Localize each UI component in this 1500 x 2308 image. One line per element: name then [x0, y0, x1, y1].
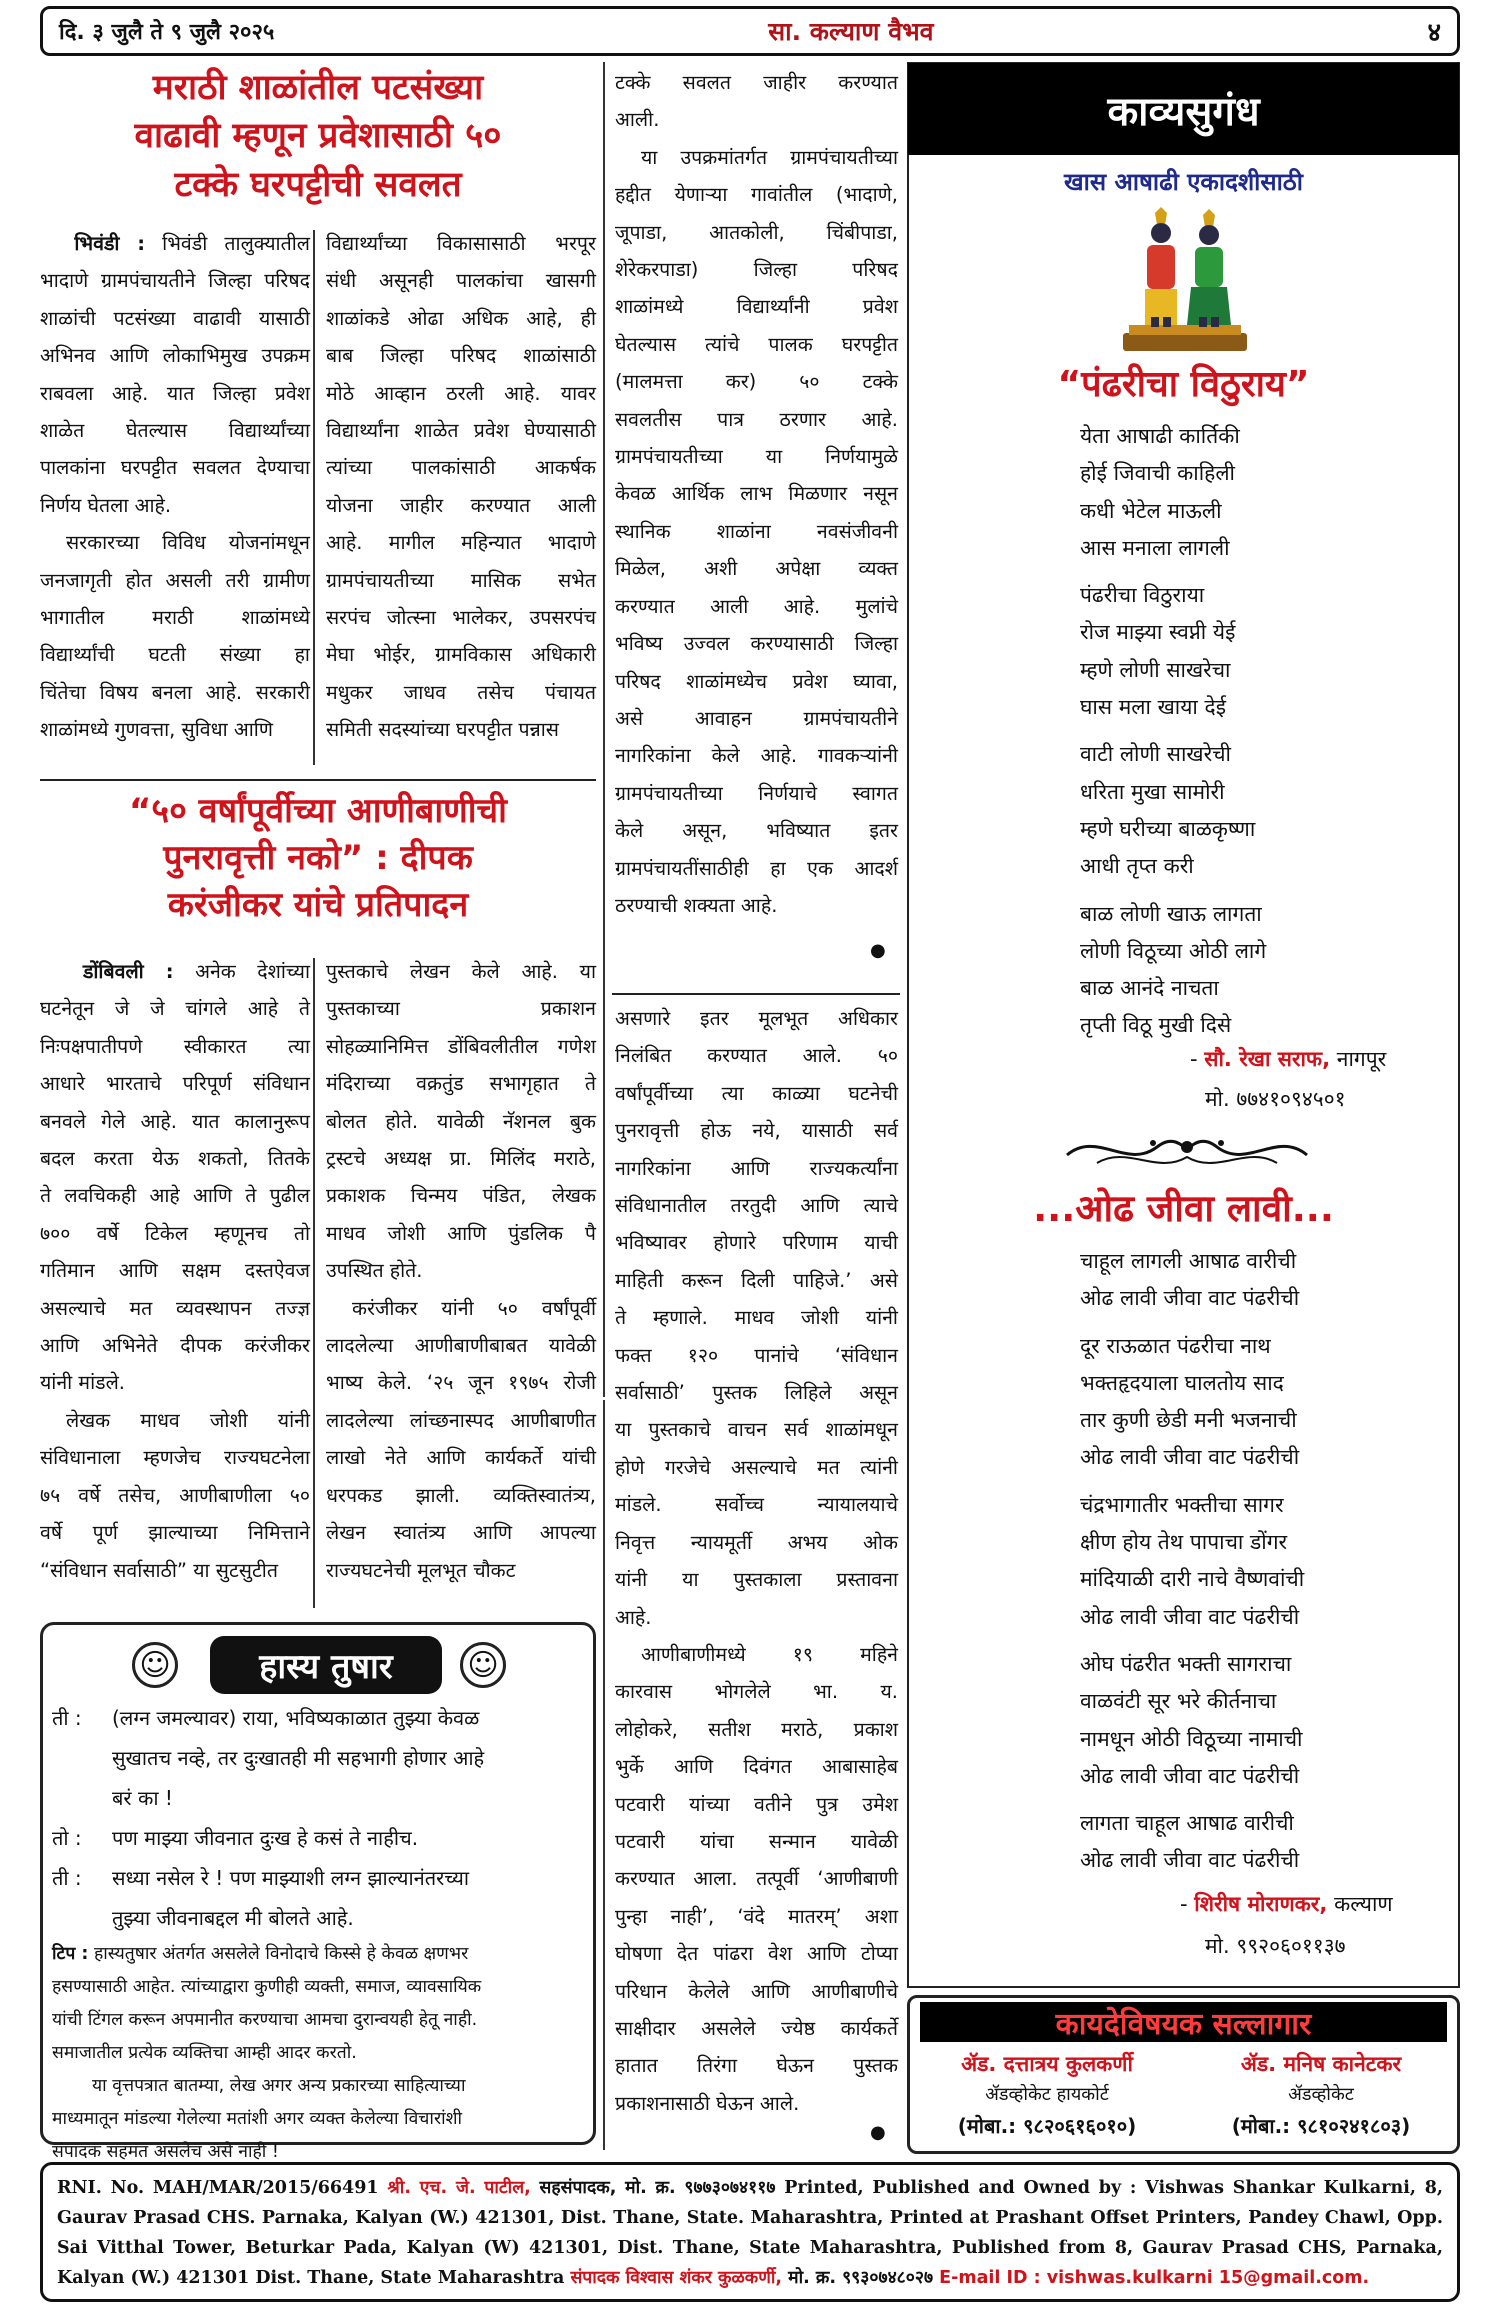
text-line: ट्रस्टचे अध्यक्ष प्रा. मिलिंद मराठे, [326, 1147, 596, 1171]
poem-line: चाहूल लागली आषाढ वारीची [1080, 1249, 1297, 1273]
text-line: त्यांच्या पालकांसाठी आकर्षक [326, 456, 596, 480]
poem-line: आस मनाला लागली [1080, 535, 1230, 560]
column-rule [313, 958, 315, 1608]
text-line: वर्षे पूर्ण झाल्याच्या निमित्ताने [40, 1521, 310, 1545]
text-line: आहे. मागील महिन्यात भादाणे [326, 531, 596, 555]
tip-label: टिप : [52, 1944, 89, 1964]
text-line: भादाणे ग्रामपंचायतीने जिल्हा परिषद [40, 269, 310, 293]
disclaimer-line: या वृत्तपत्रात बातम्या, लेख अगर अन्य प्रकारच्या साहित्याच्या [92, 2076, 466, 2096]
column-rule [313, 230, 315, 765]
text-line: आधारे भारताचे परिपूर्ण संविधान [40, 1072, 310, 1096]
text-line: डोंबिवली : अनेक देशांच्या [82, 960, 311, 983]
text-line: लेखक माधव जोशी यांनी [66, 1408, 310, 1432]
dialogue-speaker: ती : [52, 1866, 82, 1890]
text-line: जनजागृती होत असली तरी ग्रामीण [40, 568, 310, 592]
poem2-mobile: मो. ९९२०६०११३७ [1205, 1934, 1346, 1958]
poem1-title: “पंढरीचा विठुराय” [1057, 364, 1310, 405]
text-line: करंजीकर यांनी ५० वर्षांपूर्वी [352, 1296, 596, 1320]
poem-line: घास मला खाया देई [1080, 695, 1227, 720]
text-line: विद्यार्थ्यांच्या विकासासाठी भरपूर [326, 232, 596, 255]
poem-line: भक्तहृदयाला घालतोय साद [1080, 1370, 1284, 1395]
text-line: हद्दीत येणाऱ्या गावांतील (भादाणे, [615, 183, 898, 207]
hasya-title: हास्य तुषार [210, 1636, 442, 1694]
headline-line: वाढावी म्हणून प्रवेशासाठी ५० [134, 116, 502, 157]
text-line: या पुस्तकाचे वाचन सर्व शाळांमधून [615, 1418, 898, 1442]
pedestal-top-shape [1129, 325, 1241, 335]
dialogue-line [52, 1738, 587, 1778]
article1-column-3 [615, 64, 898, 924]
text-line: ते म्हणाले. माधव जोशी यांनी [615, 1306, 898, 1330]
poem2-signature [1180, 1890, 1460, 1918]
text-line: निलंबित करण्यात आले. ५० [615, 1044, 898, 1068]
dialogue-speaker [52, 1898, 112, 1938]
text-line: घटनेतून जे जे चांगले आहे ते [40, 997, 310, 1021]
text-line: सवलतीस पात्र ठरणार आहे. [615, 407, 898, 431]
text-line: ग्रामपंचायतीच्या मासिक सभेत [326, 568, 596, 592]
dialogue-line [52, 1898, 587, 1938]
poem-line: नामधून ओठी विठूच्या नामाची [1080, 1726, 1303, 1751]
text-line: शाळांमध्ये विद्यार्थ्यांनी प्रवेश [615, 295, 898, 319]
headline-line: पुनरावृत्ती नको” : दीपक [163, 837, 473, 878]
poem-line: तृप्ती विठू मुखी दिसे [1080, 1013, 1232, 1038]
text-line: ग्रामपंचायतीच्या निर्णयाचे स्वागत [615, 781, 898, 805]
text-line: मिळेल, अशी अपेक्षा व्यक्त [615, 557, 898, 581]
text-line: असे आवाहन ग्रामपंचायतीने [615, 706, 898, 730]
text-line: नागरिकांना आणि राज्यकर्त्यांना [615, 1156, 898, 1180]
dialogue-text: पण माझ्या जीवनात दुःख हे कसं ते नाहीच. [112, 1826, 419, 1850]
poem-line: लोणी विठूच्या ओठी लागे [1080, 938, 1267, 963]
tip-line: हास्यतुषार अंतर्गत असलेले विनोदाचे किस्से हे केवळ क्षणभर [93, 1944, 469, 1964]
text-line: प्रकाशनासाठी घेऊन आले. [615, 2091, 800, 2115]
text-line: माहिती करून दिली पाहिजे.’ असे [615, 1268, 898, 1292]
headline-line: टक्के घरपट्टीची सवलत [174, 164, 462, 205]
poem-line: पंढरीचा विठुराया [1080, 583, 1205, 608]
headline-line: मराठी शाळांतील पटसंख्या [152, 68, 484, 108]
text-line: ते लवचिकही आहे आणि ते पुढील [40, 1184, 310, 1208]
headline-line: “५० वर्षांपूर्वीच्या आणीबाणीची [129, 791, 507, 831]
text-line: यांनी मांडले. [40, 1371, 125, 1395]
advocate-name: ॲड. दत्तात्रय कुलकर्णी [961, 2052, 1133, 2076]
text-line: योजना जाहीर करण्यात आली [326, 493, 596, 517]
coeditor-name: श्री. एच. जे. पाटील, [387, 2178, 531, 2198]
text-line: आली. [615, 108, 660, 132]
tip-line: हसण्यासाठी आहेत. त्यांच्याद्वारा कुणीही व्यक्ती, समाज, व्यावसायिक [52, 1977, 482, 1997]
disclaimer-line: माध्यमातून मांडल्या गेलेल्या मतांशी अगर व्यक्त केलेल्या विचारांशी [52, 2109, 463, 2129]
rni-number: RNI. No. MAH/MAR/2015/66491 [57, 2178, 379, 2198]
poem2-place: कल्याण [1334, 1892, 1393, 1916]
legal-title: कायदेविषयक सल्लागार [920, 2002, 1447, 2042]
text-line: घेतल्यास त्यांचे पालक घरपट्टीत [615, 332, 898, 356]
text-line: संधी असूनही पालकांचा खासगी [326, 269, 596, 293]
text-line: विद्यार्थ्यांची घटती संख्या हा [40, 643, 310, 667]
article1-headline [40, 64, 596, 209]
kavya-section-title: काव्यसुगंध [908, 63, 1459, 155]
poem1-body [1080, 418, 1440, 1045]
page-header [40, 6, 1460, 56]
poem-line: रोज माझ्या स्वप्नी येई [1080, 620, 1236, 645]
text-line: घोषणा देत पांढरा वेश आणि टोप्या [615, 1942, 898, 1966]
text-line: चिंतेचा विषय बनला आहे. सरकारी [40, 680, 310, 704]
text-line: नागरिकांना केले आहे. गावकऱ्यांनी [615, 744, 898, 768]
poem-line: ओढ लावी जीवा वाट पंढरीची [1080, 1763, 1300, 1788]
dialogue-line [52, 1698, 587, 1738]
text-line: ग्रामपंचायतींसाठीही हा एक आदर्श [615, 856, 898, 880]
poem-line: येता आषाढी कार्तिकी [1080, 424, 1240, 448]
article2-end-mark: ● [870, 2122, 886, 2143]
poem2-author: शिरीष मोराणकर, [1194, 1892, 1328, 1916]
advocate-1 [912, 2050, 1182, 2139]
text-line: ग्रामपंचायतीच्या या निर्णयामुळे [615, 445, 898, 469]
poem-line: क्षीण होय तेथ पापाचा डोंगर [1080, 1530, 1288, 1555]
headline-line: करंजीकर यांचे प्रतिपादन [167, 884, 469, 925]
text-line: सर्वासाठी’ पुस्तक लिहिले असून [615, 1381, 898, 1405]
imprint-text: Printed, Published and Owned by : Vishwas Shankar Kulkarni, 8, Gaurav Prasad CHS. Parnaka, Kalyan (W.) 421301, Dist. Thane, State. Maharashtra, Printed at Prashant Offset Printers, Pandey Chawl, Opp. Sai Vitthal Tower, Beturkar Pada, Kalyan (W) 421301, Dist. Thane, State Maharashtra, Published from 8, Gaurav Prasad CHS, Parnaka, Kalyan (W.) 421301 Dist. Thane, State Maharashtra [57, 2178, 1444, 2288]
dialogue-speaker [52, 1738, 112, 1778]
poem-line: म्हणे घरीच्या बाळकृष्णा [1080, 816, 1256, 841]
text-line: राबवला आहे. यात जिल्हा प्रवेश [40, 381, 310, 405]
dialogue-text: तुझ्या जीवनाबद्दल मी बोलते आहे. [112, 1906, 354, 1930]
text-line: लादलेल्या लांच्छनास्पद आणीबाणीत [326, 1408, 596, 1432]
advocate-2 [1185, 2050, 1457, 2139]
article1-column-1 [40, 225, 310, 749]
text-line: मेघा भोईर, ग्रामविकास अधिकारी [326, 643, 596, 667]
text-line: लादलेल्या आणीबाणीबाबत यावेळी [326, 1334, 596, 1358]
article2-headline [40, 788, 596, 929]
text-line: यांनी या पुस्तकाला प्रस्तावना [615, 1568, 898, 1592]
text-line: समिती सदस्यांच्या घरपट्टीत पन्नास [326, 718, 559, 742]
text-line: राज्यघटनेची मूलभूत चौकट [326, 1558, 516, 1582]
advocate-role: ॲडव्होकेट हायकोर्ट [985, 2084, 1109, 2105]
text-line: माधव जोशी आणि पुंडलिक पै [326, 1221, 596, 1245]
poem2-title: ...ओढ जीवा लावी... [1033, 1187, 1334, 1230]
text-line: ७५ वर्षे तसेच, आणीबाणीला ५० [40, 1483, 310, 1507]
pedestal-shape [1123, 333, 1247, 351]
text-line: मांडले. सर्वोच्च न्यायालयाचे [615, 1493, 898, 1517]
text-line: टक्के सवलत जाहीर करण्यात [615, 71, 898, 94]
poem-line: होई जिवाची काहिली [1080, 461, 1235, 486]
text-line: असल्याचे मत व्यवस्थापन तज्ज्ञ [40, 1296, 310, 1320]
text-line: ठरण्याची शक्यता आहे. [615, 893, 778, 917]
text-line: बोलत होते. यावेळी नॅशनल बुक [326, 1109, 596, 1133]
text-line: शाळांमध्ये गुणवत्ता, सुविधा आणि [40, 718, 273, 742]
dialogue-line [52, 1778, 587, 1818]
column-rule [603, 62, 605, 1397]
text-line: ७०० वर्षे टिकेल म्हणूनच तो [40, 1221, 310, 1245]
dialogue-line [52, 1818, 587, 1858]
dialogue-speaker: ती : [52, 1706, 82, 1730]
tip-line: यांची टिंगल करून अपमानीत करण्याचा आमचा दुरान्वयही हेतू नाही. [52, 2010, 478, 2030]
text-line: मोठे आव्हान ठरली आहे. यावर [326, 381, 596, 405]
poem2-body [1080, 1243, 1460, 1880]
text-line: भिवंडी : भिवंडी तालुक्यातील [74, 232, 310, 255]
text-line: पटवारी यांचा सन्मान यावेळी [615, 1829, 898, 1853]
poem-line: तार कुणी छेडी मनी भजनाची [1080, 1408, 1297, 1433]
poem-line: वाळवंटी सूर भरे कीर्तनाचा [1080, 1689, 1277, 1714]
article2-column-2 [326, 953, 596, 1589]
hasya-disclaimer [52, 2070, 587, 2169]
vitthal-rukmini-image [1115, 205, 1255, 355]
text-line: शेरेकरपाडा) जिल्हा परिषद [615, 258, 898, 282]
paper-name: सा. कल्याण वैभव [768, 17, 934, 46]
text-line: करण्यात आला. तत्पूर्वी ‘आणीबाणी [615, 1867, 898, 1891]
dateline-place: भिवंडी : [74, 232, 145, 255]
text-line: पुस्तकाचे लेखन केले आहे. या [326, 960, 596, 983]
signature-dash: - [1190, 1047, 1205, 1071]
text-line: भाष्य केले. ‘२५ जून १९७५ रोजी [326, 1371, 596, 1395]
advocate-mobile: (मोबा.: ९८१०२४१८०३) [1231, 2114, 1411, 2138]
text-line: विद्यार्थ्यांना शाळेत प्रवेश घेण्यासाठी [326, 419, 596, 443]
advocate-role: ॲडव्होकेट [1288, 2084, 1354, 2105]
dialogue-text: सुखातच नव्हे, तर दुःखातही मी सहभागी होणार आहे [112, 1746, 485, 1770]
text-line: परिधान केलेले आणि आणीबाणीचे [615, 1979, 898, 2003]
text-line: भुर्के आणि दिवंगत आबासाहेब [615, 1755, 898, 1779]
poem-line: ओघ पंढरीत भक्ती सागराचा [1080, 1651, 1292, 1676]
text-line: जूपाडा, आतकोली, चिंबीपाडा, [615, 220, 898, 244]
text-line: मंदिराच्या वक्रतुंड सभागृहात ते [326, 1072, 596, 1096]
poem1-signature [1190, 1045, 1460, 1073]
poem-line: लागता चाहूल आषाढ वारीची [1080, 1811, 1294, 1836]
text-line: लोहोकरे, सतीश मराठे, प्रकाश [615, 1717, 898, 1741]
hasya-tip [52, 1938, 587, 2070]
text-line: शाळांची पटसंख्या वाढावी यासाठी [40, 306, 310, 330]
text-line: आणीबाणीमध्ये १९ महिने [641, 1642, 898, 1666]
text-line: पटवारी यांच्या वतीने पुत्र उमेश [615, 1792, 898, 1816]
issue-date: दि. ३ जुलै ते ९ जुलै २०२५ [59, 20, 275, 45]
poem1-author: सौ. रेखा सराफ, [1204, 1047, 1331, 1071]
ornament-divider [1057, 1125, 1317, 1175]
text-line: सरकारच्या विविध योजनांमधून [66, 531, 310, 555]
text-line: अभिनव आणि लोकाभिमुख उपक्रम [40, 344, 310, 368]
text-line: स्थानिक शाळांना नवसंजीवनी [615, 519, 898, 543]
text-line: “संविधान सर्वासाठी” या सुटसुटीत [40, 1558, 278, 1582]
section-divider [612, 993, 900, 995]
text-line: साक्षीदार असलेले ज्येष्ठ कार्यकर्ते [615, 2016, 898, 2040]
poem-line: ओढ लावी जीवा वाट पंढरीची [1080, 1848, 1300, 1873]
poem-line: मांदियाळी दारी नाचे वैष्णवांची [1080, 1567, 1305, 1592]
text-line: पालकांना घरपट्टीत सवलत देण्याचा [40, 456, 310, 480]
text-line: भविष्य उज्वल करण्यासाठी जिल्हा [615, 632, 898, 656]
text-line: मधुकर जाधव तसेच पंचायत [326, 680, 596, 704]
text-line: वर्षांपूर्वीच्या त्या काळ्या घटनेची [615, 1081, 898, 1105]
text-line: हातात तिरंगा घेऊन पुस्तक [615, 2054, 898, 2078]
text-line: सरपंच जोत्स्ना भालेकर, उपसरपंच [326, 606, 596, 630]
text-line: असणारे इतर मूलभूत अधिकार [615, 1007, 898, 1030]
poem-line: वाटी लोणी साखरेची [1080, 742, 1231, 767]
text-line: संविधानाला म्हणजेच राज्यघटनेला [40, 1446, 310, 1470]
dialogue-text: सध्या नसेल रे ! पण माझ्याशी लग्न झाल्यानंतरच्या [112, 1866, 470, 1890]
signature-dash: - [1180, 1892, 1195, 1916]
dateline-place: डोंबिवली : [82, 960, 174, 983]
article1-end-mark: ● [870, 940, 886, 961]
kavya-subtitle: खास आषाढी एकादशीसाठी [1064, 168, 1303, 196]
dialogue-text: बरं का ! [112, 1786, 173, 1810]
text-line: निवृत्त न्यायमूर्ती अभय ओक [615, 1530, 898, 1554]
editor-name: संपादक विश्वास शंकर कुळकर्णी, [570, 2268, 783, 2288]
column-rule [603, 1400, 605, 2150]
text-line: शाळेत घेतल्यास विद्यार्थ्यांच्या [40, 419, 310, 443]
text-line: कारवास भोगलेले भा. य. [615, 1680, 898, 1704]
text-line: भागातील मराठी शाळांमध्ये [40, 606, 310, 630]
text-line: फक्त १२० पानांचे ‘संविधान [615, 1343, 898, 1367]
poem-line: चंद्रभागातीर भक्तीचा सागर [1080, 1492, 1284, 1517]
poem-line: ओढ लावी जीवा वाट पंढरीची [1080, 1604, 1300, 1629]
text-line: बनवले गेले आहे. यात कालानुरूप [40, 1109, 310, 1133]
disclaimer-line: संपादक सहमत असलेच असे नाही ! [52, 2142, 279, 2162]
hasya-dialogue [52, 1698, 587, 1938]
text-line: निर्णय घेतला आहे. [40, 493, 172, 517]
text-line: सोहळ्यानिमित्त डोंबिवलीतील गणेश [326, 1034, 596, 1058]
section-divider [40, 779, 596, 781]
dialogue-speaker: तो : [52, 1826, 82, 1850]
page-number: ४ [1427, 18, 1441, 48]
poem-line: ओढ लावी जीवा वाट पंढरीची [1080, 1445, 1300, 1470]
text-line: आणि अभिनेते दीपक करंजीकर [40, 1334, 310, 1358]
advocate-mobile: (मोबा.: ९८२०६१६०१०) [957, 2114, 1137, 2138]
text-line: केवळ आर्थिक लाभ मिळणार नसून [615, 482, 898, 506]
text-line: उपस्थित होते. [326, 1259, 423, 1283]
email-address: E-mail ID : vishwas.kulkarni 15@gmail.com. [939, 2268, 1370, 2288]
text-line: भविष्यावर होणारे परिणाम याची [615, 1231, 898, 1255]
imprint-footer [40, 2162, 1460, 2302]
dialogue-text: (लग्न जमल्यावर) राया, भविष्यकाळात तुझ्या केवळ [112, 1706, 480, 1730]
poem-line: धरिता मुखा सामोरी [1080, 779, 1225, 804]
editor-mobile: मो. क्र. ९९३०७४८०२७ [788, 2268, 934, 2288]
text-line: बदल करता येऊ शकतो, तितके [40, 1147, 310, 1171]
text-line: धरपकड झाली. व्यक्तिस्वातंत्र्य, [326, 1483, 596, 1507]
dialogue-line [52, 1858, 587, 1898]
smiley-icon: ☺ [460, 1642, 506, 1688]
poem-line: म्हणे लोणी साखरेचा [1080, 657, 1231, 682]
text-line: शाळांकडे ओढा अधिक आहे, ही [326, 306, 596, 330]
tip-line: समाजातील प्रत्येक व्यक्तिचा आम्ही आदर करतो. [52, 2043, 357, 2063]
advocate-name: ॲड. मनिष कानेटकर [1240, 2052, 1402, 2076]
text-line: केले असून, भविष्यात इतर [615, 819, 898, 843]
text-line: गतिमान आणि सक्षम दस्तऐवज [40, 1259, 310, 1283]
text-line: आहे. [615, 1605, 652, 1629]
text-line: (मालमत्ता कर) ५० टक्के [615, 370, 898, 394]
text-line: होणे गरजेचे असल्याचे मत त्यांनी [615, 1455, 898, 1479]
smiley-icon: ☺ [132, 1642, 178, 1688]
text-line: संविधानातील तरतुदी आणि त्याचे [615, 1194, 898, 1218]
dialogue-speaker [52, 1778, 112, 1818]
text-line: करण्यात आली आहे. मुलांचे [615, 594, 898, 618]
text-line: निःपक्षपातीपणे स्वीकारत त्या [40, 1034, 310, 1058]
text-line: परिषद शाळांमध्येच प्रवेश घ्यावा, [615, 669, 898, 693]
text-line: या उपक्रमांतर्गत ग्रामपंचायतीच्या [641, 145, 898, 169]
poem-line: कधी भेटेल माऊली [1080, 498, 1222, 523]
text-line: बाब जिल्हा परिषद शाळांसाठी [326, 344, 596, 368]
poem-line: बाळ लोणी खाऊ लागता [1080, 901, 1262, 926]
poem-line: ओढ लावी जीवा वाट पंढरीची [1080, 1286, 1300, 1311]
poem-line: दूर राऊळात पंढरीचा नाथ [1080, 1333, 1271, 1358]
text-line: पुस्तकाच्या प्रकाशन [326, 997, 596, 1021]
article2-column-3 [615, 1000, 898, 2122]
poem1-mobile: मो. ७७४१०९४५०१ [1205, 1087, 1346, 1111]
text-line: लाखो नेते आणि कार्यकर्ते यांची [326, 1446, 596, 1470]
text-line: प्रकाशक चिन्मय पंडित, लेखक [326, 1184, 596, 1208]
article2-column-1 [40, 953, 310, 1589]
text-line: लेखन स्वातंत्र्य आणि आपल्या [326, 1521, 596, 1545]
text-line: पुनरावृत्ती होऊ नये, यासाठी सर्व [615, 1119, 898, 1143]
coeditor-role: सहसंपादक, मो. क्र. ९७७३०७४११७ [539, 2178, 776, 2198]
text-line: पुन्हा नाही’, ‘वंदे मातरम्’ अशा [615, 1904, 898, 1928]
poem-line: आधी तृप्त करी [1080, 854, 1194, 879]
poem1-place: नागपूर [1336, 1047, 1387, 1071]
rukmini-figure [1187, 209, 1231, 327]
article1-column-2 [326, 225, 596, 749]
vitthal-figure [1145, 207, 1177, 327]
poem-line: बाळ आनंदे नाचता [1080, 976, 1219, 1001]
